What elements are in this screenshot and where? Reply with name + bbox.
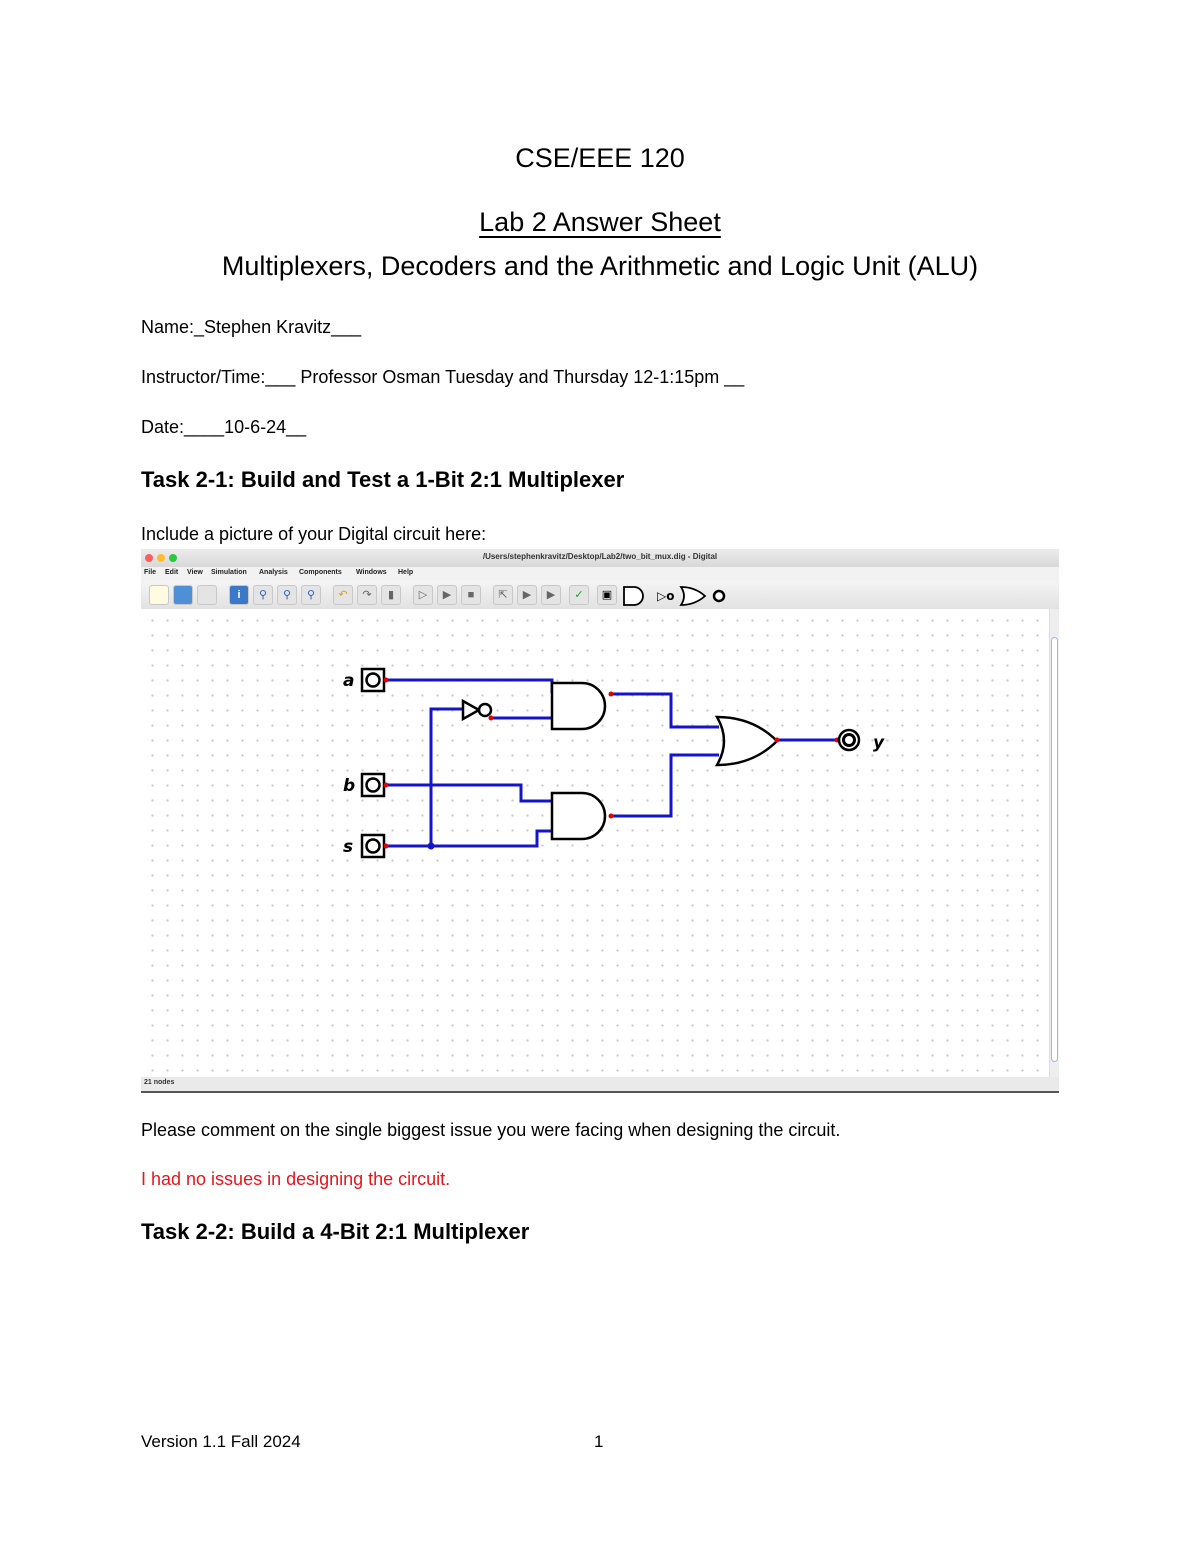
lab-title xyxy=(0,207,1200,238)
input-pin-s xyxy=(362,835,384,857)
course-title: CSE/EEE 120 xyxy=(515,143,685,173)
scrollbar-thumb xyxy=(1051,637,1058,1062)
status-bar xyxy=(141,1077,1059,1091)
new-file-icon xyxy=(149,585,169,605)
menu-windows: Windows xyxy=(356,569,387,576)
footer-version: Version 1.1 Fall 2024 xyxy=(141,1432,301,1451)
circuit-diagram xyxy=(141,609,1049,1077)
run-icon: ▷ xyxy=(413,585,433,605)
status-text: 21 nodes xyxy=(144,1079,175,1086)
circuit-screenshot xyxy=(141,549,1059,1093)
wire-and2-out xyxy=(611,755,719,816)
junction-dot xyxy=(428,843,435,850)
label-a: a xyxy=(343,671,355,691)
menu-simulation: Simulation xyxy=(211,569,247,576)
fast-forward-icon: ▶ xyxy=(517,585,537,605)
and-gate-1 xyxy=(552,683,605,729)
output-pin-y xyxy=(839,730,859,750)
output-component-icon xyxy=(714,591,724,601)
undo-icon: ↶ xyxy=(333,585,353,605)
gate-palette-icons xyxy=(621,585,733,607)
redo-icon: ↷ xyxy=(357,585,377,605)
input-pin-b xyxy=(362,774,384,796)
answer-text: I had no issues in designing the circuit. xyxy=(141,1169,451,1189)
lab-subtitle: Multiplexers, Decoders and the Arithmetic and Logic Unit (ALU) xyxy=(221,251,979,281)
instructor-field: Instructor/Time:___ Professor Osman Tuesday and Thursday 12-1:15pm __ xyxy=(141,367,745,387)
toolbar xyxy=(141,581,1059,610)
open-folder-icon xyxy=(173,585,193,605)
not-gate xyxy=(463,701,491,719)
menu-help: Help xyxy=(398,569,414,576)
pin-markers xyxy=(384,678,840,849)
menu-analysis: Analysis xyxy=(259,569,288,576)
window-title: /Users/stephenkravitz/Desktop/Lab2/two_bit_mux.dig - Digital xyxy=(482,552,718,561)
zoom-in-icon: ⚲ xyxy=(253,585,273,605)
menu-view: View xyxy=(187,569,203,576)
or-gate-icon xyxy=(681,587,705,605)
menu-file: File xyxy=(144,569,157,576)
comment-prompt: Please comment on the single biggest issue you were facing when designing the circuit. xyxy=(141,1120,841,1140)
check-icon: ✓ xyxy=(569,585,589,605)
and-gate-icon xyxy=(624,587,643,605)
input-pin-a xyxy=(362,669,384,691)
zoom-fit-icon: ⚲ xyxy=(301,585,321,605)
save-icon xyxy=(197,585,217,605)
picture-prompt: Include a picture of your Digital circuit here: xyxy=(141,524,487,544)
page-number: 1 xyxy=(594,1432,604,1451)
stop-icon: ■ xyxy=(461,585,481,605)
name-field: Name:_Stephen Kravitz___ xyxy=(141,317,362,337)
label-s: s xyxy=(343,837,354,857)
vertical-scrollbar xyxy=(1049,609,1059,1077)
zoom-out-icon: ⚲ xyxy=(277,585,297,605)
info-icon: i xyxy=(229,585,249,605)
label-b: b xyxy=(343,776,356,796)
wire-s-to-not xyxy=(431,709,463,846)
date-field: Date:____10-6-24__ xyxy=(141,417,307,437)
step-icon: ▶ xyxy=(437,585,457,605)
select-icon: ⇱ xyxy=(493,585,513,605)
not-gate-icon: ▷o xyxy=(657,589,675,603)
wire-and1-out xyxy=(611,694,719,727)
window-titlebar xyxy=(141,549,1059,567)
label-y: y xyxy=(873,733,885,753)
wire-b xyxy=(386,785,552,801)
task1-heading: Task 2-1: Build and Test a 1-Bit 2:1 Multiplexer xyxy=(141,467,625,492)
lab-title-text: Lab 2 Answer Sheet xyxy=(479,207,721,237)
speed-icon: ▶ xyxy=(541,585,561,605)
wire-s xyxy=(386,831,552,846)
task2-heading: Task 2-2: Build a 4-Bit 2:1 Multiplexer xyxy=(141,1219,530,1244)
delete-icon: ▮ xyxy=(381,585,401,605)
menu-components: Components xyxy=(299,569,342,576)
wire-a xyxy=(386,680,552,693)
circuit-canvas xyxy=(141,609,1049,1077)
menu-bar xyxy=(141,567,1059,581)
or-gate xyxy=(717,717,777,765)
wires xyxy=(386,680,837,846)
input-component-icon: ▣ xyxy=(597,585,617,605)
and-gate-2 xyxy=(552,793,605,839)
menu-edit: Edit xyxy=(165,569,179,576)
